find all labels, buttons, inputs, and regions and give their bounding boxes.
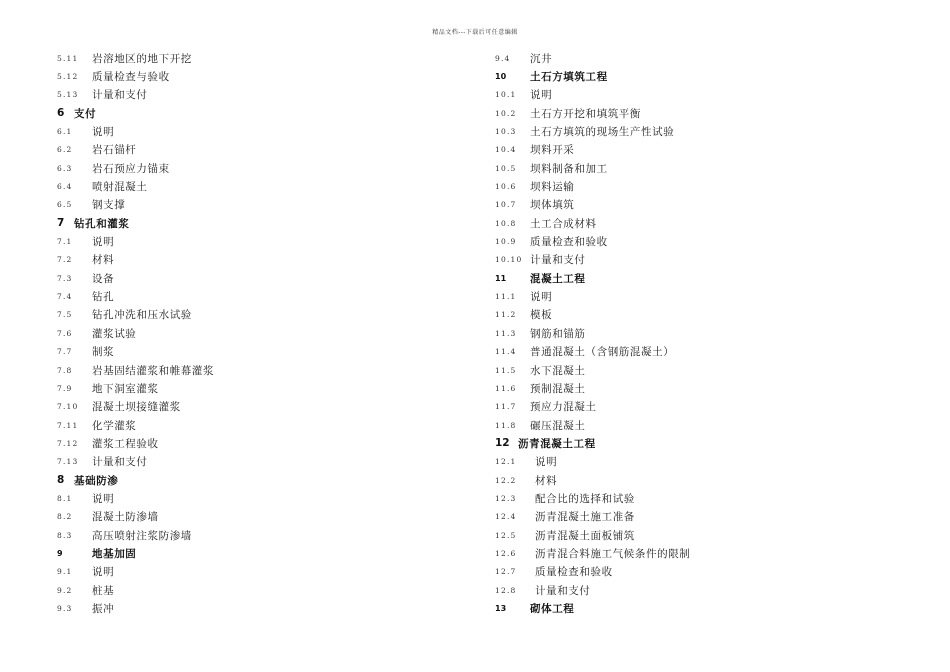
- section-number: 11.2: [495, 310, 517, 320]
- toc-entry: [57, 416, 437, 434]
- toc-entry: [57, 489, 437, 507]
- section-title: 岩石预应力锚束: [92, 162, 170, 175]
- toc-entry: [495, 232, 895, 250]
- section-title: 计量和支付: [92, 456, 148, 469]
- toc-chapter-heading: [495, 67, 895, 85]
- toc-entry: [57, 177, 437, 195]
- section-title: 制浆: [92, 346, 115, 359]
- toc-entry: [57, 141, 437, 159]
- toc-entry: [495, 453, 895, 471]
- section-number: 12.5: [495, 530, 517, 540]
- toc-entry: [495, 398, 895, 416]
- section-number: 7.5: [57, 310, 73, 320]
- section-title: 化学灌浆: [92, 419, 137, 432]
- section-number: 10.8: [495, 218, 517, 228]
- section-number: 7.6: [57, 328, 73, 338]
- section-title: 坝料开采: [530, 144, 575, 157]
- section-title: 沥青混凝土面板铺筑: [535, 529, 635, 542]
- page-header: 精品文档---下载后可任意编辑: [432, 29, 518, 36]
- toc-entry: [495, 159, 895, 177]
- toc-entry: [57, 67, 437, 85]
- toc-entry: [495, 471, 895, 489]
- section-title: 说明: [92, 236, 115, 249]
- section-number: 10.9: [495, 237, 517, 247]
- section-number: 12.2: [495, 475, 517, 485]
- toc-entry: [57, 453, 437, 471]
- section-number: 5.11: [57, 53, 79, 63]
- section-number: 10.5: [495, 163, 517, 173]
- section-title: 模板: [530, 309, 553, 322]
- section-title: 沥青混合料施工气候条件的限制: [535, 547, 691, 560]
- section-title: 钻孔: [92, 291, 115, 304]
- toc-entry: [57, 196, 437, 214]
- section-number: 9.2: [57, 585, 73, 595]
- toc-entry: [495, 306, 895, 324]
- section-number: 12.4: [495, 512, 517, 522]
- section-title: 说明: [530, 291, 553, 304]
- section-title: 水下混凝土: [530, 364, 586, 377]
- toc-entry: [495, 563, 895, 581]
- chapter-number: 11: [495, 273, 507, 283]
- section-number: 6.3: [57, 163, 73, 173]
- section-title: 喷射混凝土: [92, 181, 148, 194]
- section-title: 岩石锚杆: [92, 144, 137, 157]
- toc-entry: [495, 343, 895, 361]
- section-title: 土石方开挖和填筑平衡: [530, 107, 641, 120]
- section-title: 灌浆试验: [92, 327, 137, 340]
- section-number: 5.13: [57, 90, 79, 100]
- section-title: 土石方填筑的现场生产性试验: [530, 126, 675, 139]
- section-number: 12.8: [495, 585, 517, 595]
- section-title: 计量和支付: [92, 89, 148, 102]
- section-title: 坝料运输: [530, 181, 575, 194]
- section-number: 11.3: [495, 328, 517, 338]
- section-title: 岩溶地区的地下开挖: [92, 52, 192, 65]
- section-title: 计量和支付: [535, 584, 591, 597]
- toc-entry: [495, 361, 895, 379]
- toc-entry: [495, 196, 895, 214]
- section-title: 坝料制备和加工: [530, 162, 608, 175]
- toc-entry: [57, 379, 437, 397]
- section-number: 10.1: [495, 90, 517, 100]
- toc-entry: [57, 251, 437, 269]
- chapter-number: 7: [57, 217, 65, 230]
- toc-chapter-heading: [495, 269, 895, 287]
- toc-entry: [495, 287, 895, 305]
- section-number: 11.6: [495, 383, 517, 393]
- section-title: 土工合成材料: [530, 217, 597, 230]
- section-title: 说明: [92, 492, 115, 505]
- section-number: 12.1: [495, 457, 517, 467]
- section-number: 11.5: [495, 365, 517, 375]
- section-number: 10.4: [495, 145, 517, 155]
- section-number: 10.7: [495, 200, 517, 210]
- chapter-title: 混凝土工程: [530, 272, 586, 285]
- chapter-number: 13: [495, 603, 507, 613]
- section-number: 11.1: [495, 292, 517, 302]
- toc-entry: [57, 287, 437, 305]
- section-title: 沥青混凝土施工准备: [535, 511, 635, 524]
- section-number: 6.4: [57, 182, 73, 192]
- section-number: 10.6: [495, 182, 517, 192]
- toc-entry: [57, 122, 437, 140]
- section-number: 9.4: [495, 53, 511, 63]
- section-title: 设备: [92, 272, 115, 285]
- toc-entry: [495, 214, 895, 232]
- toc-entry: [495, 104, 895, 122]
- section-title: 振冲: [92, 602, 115, 615]
- toc-entry: [57, 159, 437, 177]
- section-title: 地下洞室灌浆: [92, 382, 159, 395]
- section-title: 材料: [92, 254, 115, 267]
- section-title: 质量检查和验收: [530, 236, 608, 249]
- section-title: 预应力混凝土: [530, 401, 597, 414]
- toc-entry: [495, 177, 895, 195]
- toc-entry: [495, 324, 895, 342]
- section-title: 钻孔冲洗和压水试验: [92, 309, 192, 322]
- toc-chapter-heading: [495, 434, 895, 452]
- section-number: 7.1: [57, 237, 73, 247]
- toc-entry: [57, 306, 437, 324]
- section-title: 高压喷射注浆防渗墙: [92, 529, 192, 542]
- section-number: 9.1: [57, 567, 73, 577]
- toc-entry: [57, 361, 437, 379]
- section-title: 桩基: [92, 584, 115, 597]
- section-number: 5.12: [57, 72, 79, 82]
- section-title: 普通混凝土（含钢筋混凝土）: [530, 346, 675, 359]
- section-number: 10.3: [495, 127, 517, 137]
- toc-entry: [57, 232, 437, 250]
- section-title: 坝体填筑: [530, 199, 575, 212]
- section-title: 材料: [535, 474, 558, 487]
- section-number: 8.2: [57, 512, 73, 522]
- section-number: 7.8: [57, 365, 73, 375]
- section-number: 7.13: [57, 457, 79, 467]
- section-title: 混凝土坝接缝灌浆: [92, 401, 181, 414]
- section-number: 6.1: [57, 127, 73, 137]
- toc-left-column: [57, 49, 437, 618]
- section-number: 9.3: [57, 603, 73, 613]
- section-title: 说明: [535, 456, 558, 469]
- toc-chapter-heading: [57, 104, 437, 122]
- section-title: 混凝土防渗墙: [92, 511, 159, 524]
- toc-entry: [495, 416, 895, 434]
- chapter-number: 8: [57, 474, 65, 487]
- toc-entry: [495, 379, 895, 397]
- chapter-title: 土石方填筑工程: [530, 71, 608, 84]
- section-number: 10.2: [495, 108, 517, 118]
- toc-entry: [495, 508, 895, 526]
- section-number: 7.10: [57, 402, 79, 412]
- toc-entry: [495, 489, 895, 507]
- section-number: 12.3: [495, 493, 517, 503]
- toc-entry: [57, 599, 437, 617]
- section-title: 配合比的选择和试验: [535, 492, 635, 505]
- section-number: 7.2: [57, 255, 73, 265]
- section-title: 说明: [92, 126, 115, 139]
- chapter-title: 地基加固: [92, 547, 137, 560]
- section-title: 计量和支付: [530, 254, 586, 267]
- section-number: 6.5: [57, 200, 73, 210]
- toc-entry: [57, 324, 437, 342]
- chapter-title: 砌体工程: [530, 602, 575, 615]
- toc-entry: [495, 122, 895, 140]
- toc-entry: [495, 544, 895, 562]
- section-number: 7.9: [57, 383, 73, 393]
- chapter-number: 9: [57, 548, 63, 558]
- toc-entry: [57, 508, 437, 526]
- toc-chapter-heading: [57, 544, 437, 562]
- section-number: 8.3: [57, 530, 73, 540]
- toc-chapter-heading: [57, 471, 437, 489]
- section-number: 11.7: [495, 402, 517, 412]
- section-number: 7.11: [57, 420, 79, 430]
- toc-chapter-heading: [57, 214, 437, 232]
- section-number: 10.10: [495, 255, 523, 265]
- chapter-title: 基础防渗: [74, 474, 119, 487]
- toc-entry: [57, 526, 437, 544]
- section-title: 预制混凝土: [530, 382, 586, 395]
- section-number: 7.3: [57, 273, 73, 283]
- toc-entry: [57, 269, 437, 287]
- section-title: 碾压混凝土: [530, 419, 586, 432]
- chapter-title: 钻孔和灌浆: [74, 217, 130, 230]
- section-title: 质量检查和验收: [535, 566, 613, 579]
- section-title: 岩基固结灌浆和帷幕灌浆: [92, 364, 215, 377]
- section-title: 质量检查与验收: [92, 71, 170, 84]
- toc-entry: [57, 343, 437, 361]
- chapter-number: 12: [495, 437, 510, 450]
- chapter-number: 10: [495, 72, 507, 82]
- section-number: 11.8: [495, 420, 517, 430]
- section-title: 灌浆工程验收: [92, 437, 159, 450]
- section-number: 7.12: [57, 438, 79, 448]
- toc-entry: [57, 581, 437, 599]
- section-number: 8.1: [57, 493, 73, 503]
- toc-entry: [495, 251, 895, 269]
- toc-entry: [495, 526, 895, 544]
- section-number: 12.7: [495, 567, 517, 577]
- section-number: 7.4: [57, 292, 73, 302]
- chapter-title: 支付: [74, 107, 97, 120]
- section-title: 钢支撑: [92, 199, 126, 212]
- toc-entry: [57, 398, 437, 416]
- toc-entry: [495, 581, 895, 599]
- toc-right-column: [495, 49, 895, 618]
- section-number: 11.4: [495, 347, 517, 357]
- section-title: 沉井: [530, 52, 553, 65]
- section-title: 说明: [92, 566, 115, 579]
- toc-entry: [57, 563, 437, 581]
- toc-entry: [495, 141, 895, 159]
- toc-chapter-heading: [495, 599, 895, 617]
- chapter-number: 6: [57, 107, 65, 120]
- section-title: 说明: [530, 89, 553, 102]
- section-number: 7.7: [57, 347, 73, 357]
- toc-entry: [57, 49, 437, 67]
- toc-entry: [495, 49, 895, 67]
- toc-entry: [57, 86, 437, 104]
- toc-entry: [57, 434, 437, 452]
- chapter-title: 沥青混凝土工程: [518, 437, 596, 450]
- section-number: 12.6: [495, 548, 517, 558]
- section-number: 6.2: [57, 145, 73, 155]
- toc-entry: [495, 86, 895, 104]
- section-title: 钢筋和锚筋: [530, 327, 586, 340]
